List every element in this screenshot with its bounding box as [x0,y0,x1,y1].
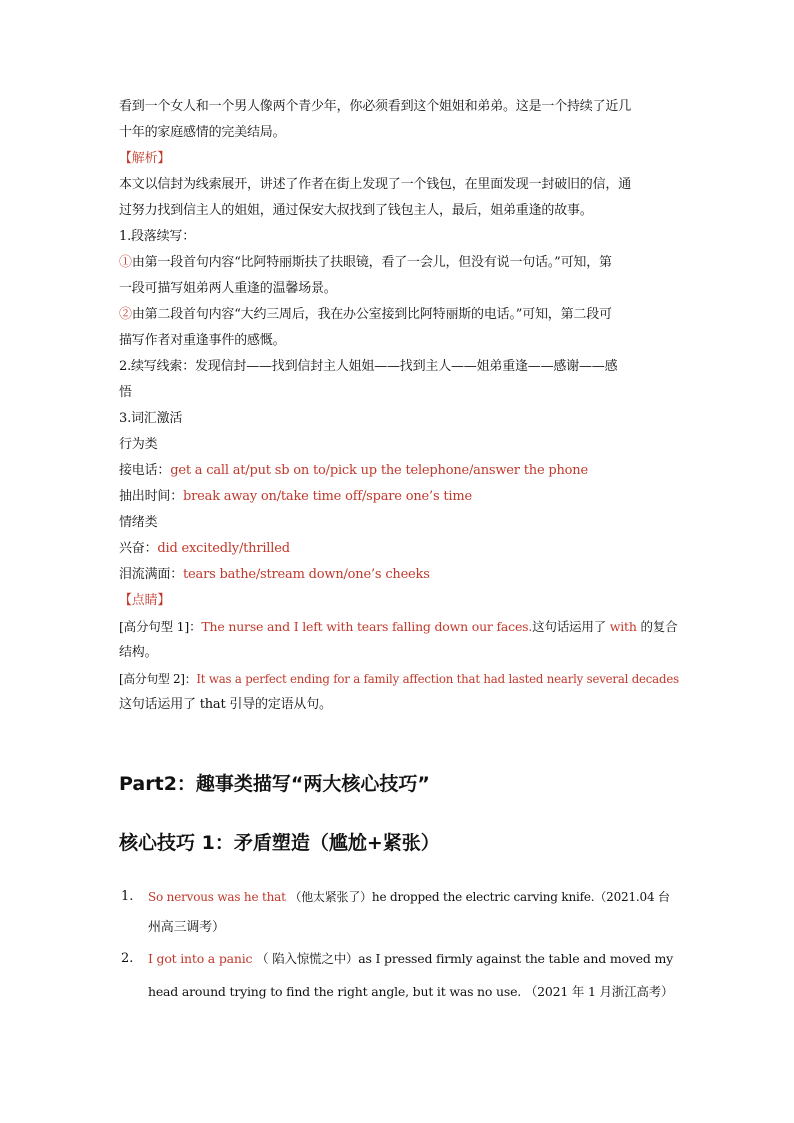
intro-line-1: 看到一个女人和一个男人像两个青少年，你必须看到这个姐姐和弟弟。这是一个持续了近几 [119,99,632,114]
sentence-note-keyword: with [609,619,637,634]
sentence-label: [高分句型 2]： [119,672,197,686]
part2-title: Part2：趣事类描写“两大核心技巧” [119,773,430,795]
phrase-answer-phone [119,461,679,481]
circled-number-1: ① [119,255,132,270]
analysis-item2-line-1: 2.续写线索：发现信封——找到信封主人姐姐——找到主人——姐弟重逢——感谢——感 [119,359,618,374]
list-item-number: 1. [121,889,134,904]
phrase-label: 接电话： [119,463,171,478]
sentence-label: [高分句型 1]： [119,619,202,634]
phrase-label: 抽出时间： [119,489,184,504]
translation: （ 陷入惊慌之中） [252,951,359,966]
circled-number-2: ② [119,307,132,322]
sentence-rest: as I pressed firmly against the table and moved my [358,951,673,966]
high-score-sentence-1 [119,617,679,637]
category-emotion: 情绪类 [119,515,158,530]
phrase-tears [119,565,679,585]
high-score-sentence-2 [119,669,679,689]
phrase-label: 泪流满面： [119,567,184,582]
list-item-2-line-2: head around trying to find the right angle, but it was no use. （2021 年 1 月浙江高考） [148,984,674,999]
analysis-item1-title: 1.段落续写： [119,229,196,244]
list-item-1 [148,887,678,907]
phrase-value: did excitedly/thrilled [157,541,290,556]
analysis-item1-a-text: 由第一段首句内容“比阿特丽斯扶了扶眼镜，看了一会儿，但没有说一句话。”可知，第 [131,255,612,270]
list-item-2 [148,949,678,969]
sentence-note: 这句话运用了 [532,619,610,634]
high-score-sentence-2-note: 这句话运用了 that 引导的定语从句。 [119,697,332,712]
sentence-note: 的复合 [636,619,678,634]
list-item-number: 2. [121,951,134,966]
core-technique-1-title: 核心技巧 1：矛盾塑造（尴尬+紧张） [119,832,440,854]
high-score-sentence-1-line-2: 结构。 [119,645,158,660]
intro-line-2: 十年的家庭感情的完美结局。 [119,125,286,140]
sentence-text: It was a perfect ending for a family affection that had lasted nearly several decades [196,672,679,686]
phrase-excited [119,539,679,559]
analysis-item1-b-line-2: 描写作者对重逢事件的感慨。 [119,333,286,348]
analysis-summary-line-2: 过努力找到信主人的姐姐，通过保安大叔找到了钱包主人，最后，姐弟重逢的故事。 [119,203,593,218]
category-behavior: 行为类 [119,437,158,452]
analysis-item2-line-2: 悟 [119,385,132,400]
analysis-item3-title: 3.词汇激活 [119,411,183,426]
analysis-heading: 【解析】 [119,151,171,166]
analysis-item1-a [119,253,679,273]
list-item-1-line-2: 州高三调考） [148,920,225,935]
translation: （他太紧张了） [285,890,372,904]
phrase-value: tears bathe/stream down/one’s cheeks [183,567,430,582]
key-phrase: I got into a panic [148,951,253,966]
phrase-value: get a call at/put sb on to/pick up the telephone/answer the phone [170,463,588,478]
phrase-spare-time [119,487,679,507]
sentence-text: The nurse and I left with tears falling down our faces. [201,619,533,634]
analysis-summary-line-1: 本文以信封为线索展开，讲述了作者在街上发现了一个钱包，在里面发现一封破旧的信，通 [119,177,632,192]
phrase-value: break away on/take time off/spare one’s time [183,489,472,504]
analysis-item1-a-line-2: 一段可描写姐弟两人重逢的温馨场景。 [119,281,337,296]
phrase-label: 兴奋： [119,541,158,556]
sentence-rest: he dropped the electric carving knife.（2021.04 台 [371,890,670,904]
key-phrase: So nervous was he that [148,890,286,904]
highlight-heading: 【点睛】 [119,593,171,608]
analysis-item1-b-text: 由第二段首句内容“大约三周后，我在办公室接到比阿特丽斯的电话。”可知，第二段可 [131,307,612,322]
analysis-item1-b [119,305,679,325]
